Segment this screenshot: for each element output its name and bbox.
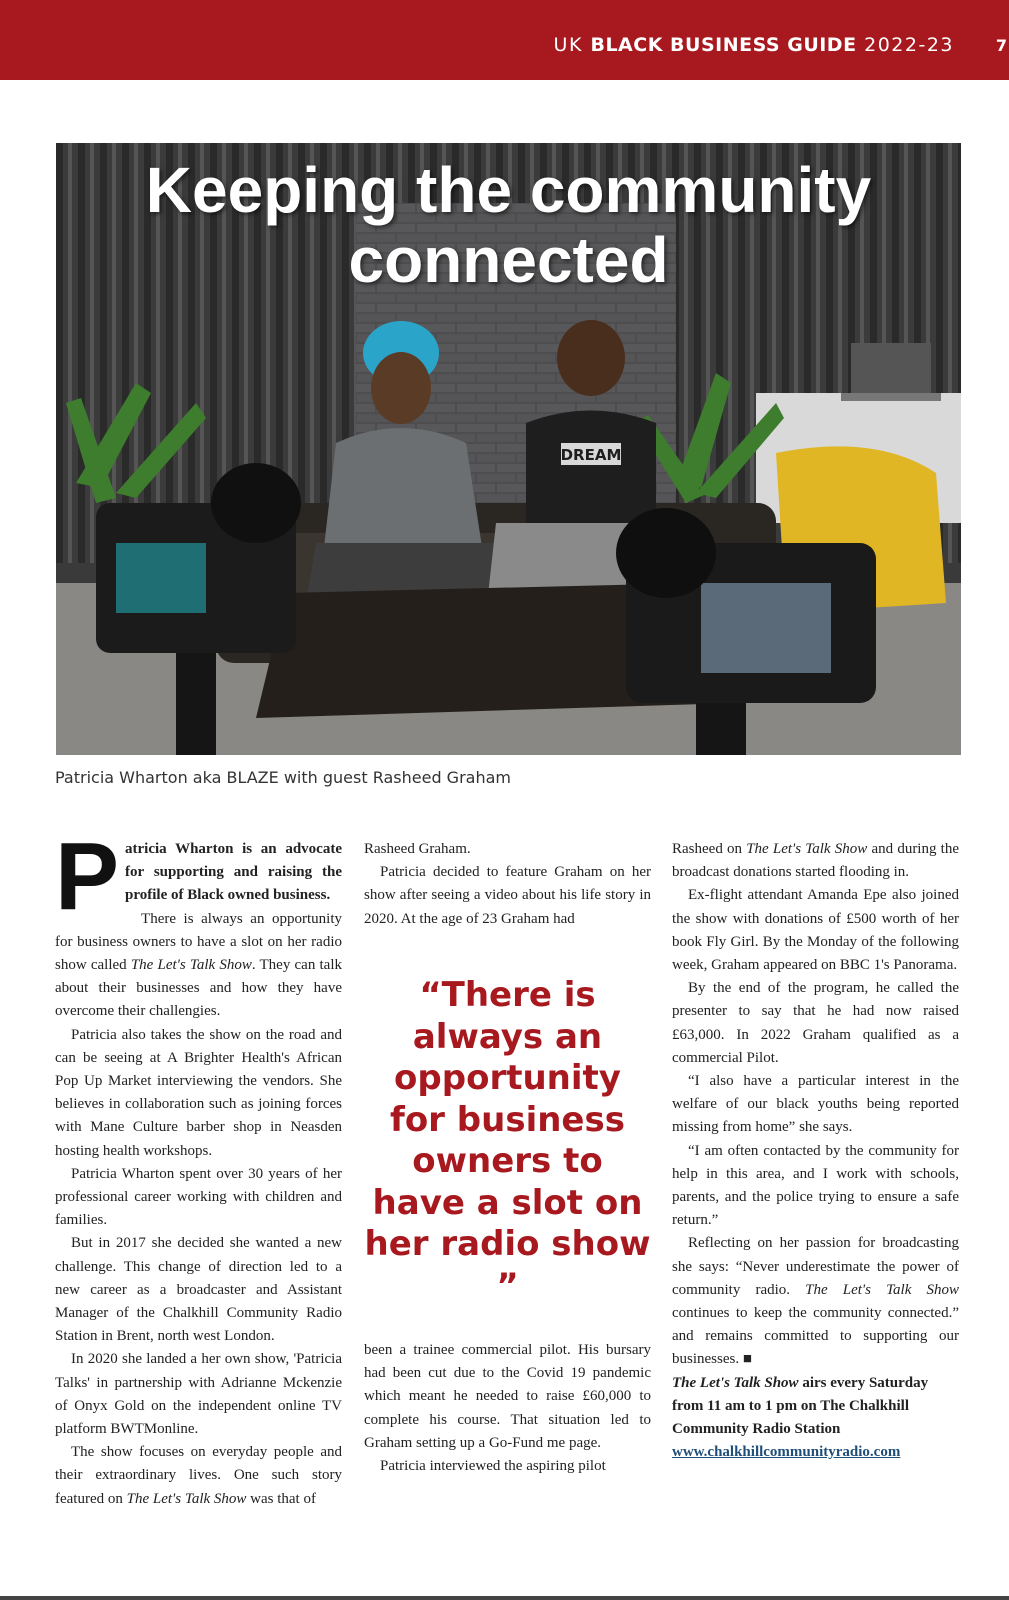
closing-note xyxy=(672,1372,959,1442)
publication-title xyxy=(554,34,954,56)
paragraph: Patricia Wharton spent over 30 years of her professional career working with children and families. xyxy=(55,1165,342,1229)
paragraph xyxy=(672,838,959,884)
paragraph: “I also have a particular interest in the welfare of our black youths being reported missing from home” she says. xyxy=(672,1073,959,1136)
paragraph: Ex-flight attendant Amanda Epe also joined the show with donations of £500 worth of her book Fly Girl. By the Monday of the following week, Graham appeared on BBC 1's Panorama. xyxy=(672,887,959,974)
paragraph-text: continues to keep the community connected.” and remains committed to supporting our businesses. xyxy=(672,1305,959,1368)
paragraph-text: Reflecting on her passion for broadcasting she says: “Never underestimate the power of community radio. xyxy=(672,1235,959,1298)
paragraph-text: Rasheed on xyxy=(672,841,747,857)
page-number: 7 xyxy=(995,36,1007,55)
paragraph: Patricia decided to feature Graham on her show after seeing a video about his life story in 2020. At the age of 23 Graham had xyxy=(364,864,651,927)
end-mark-icon: ■ xyxy=(742,1351,752,1368)
lead-text: atricia Wharton is an advocate for supporting and raising the profile of Black owned business. xyxy=(125,841,342,904)
lead-paragraph xyxy=(55,823,342,930)
publication-year: 2022-23 xyxy=(864,34,954,56)
paragraph: Rasheed Graham. xyxy=(364,841,471,857)
paragraph: But in 2017 she decided she wanted a new challenge. This change of direction led to a new career as a broadcaster and Assistant Manager of the Chalkhill Community Radio Station in Brent, north west London. xyxy=(55,1235,342,1345)
svg-text:DREAM: DREAM xyxy=(560,446,622,464)
paragraph: In 2020 she landed a her own show, 'Patricia Talks' in partnership with Adrianne Mckenzie of Onyx Gold on the independent online TV platform BWTMonline. xyxy=(55,1351,342,1438)
show-name: The Let's Talk Show xyxy=(805,1281,959,1298)
drop-cap: P xyxy=(55,823,120,930)
header-bar xyxy=(0,0,1009,80)
closing-show-name: The Let's Talk Show xyxy=(672,1374,799,1391)
paragraph-text: was that of xyxy=(246,1490,316,1507)
website-link[interactable]: www.chalkhillcommunityradio.com xyxy=(672,1444,901,1461)
article-column-1 xyxy=(55,823,342,1511)
paragraph: Patricia also takes the show on the road and can be seeing at A Brighter Health's African Pop Up Market interviewing the vendors. She believes in collaboration such as joining forces with Mane Culture barber shop in Neasden hosting health workshops. xyxy=(55,1026,342,1159)
show-name: The Let's Talk Show xyxy=(746,841,868,857)
bottom-divider xyxy=(0,1596,1009,1600)
paragraph-text: There is always an opportunity for business owners to have a slot on her radio show called xyxy=(55,910,342,974)
photo-caption: Patricia Wharton aka BLAZE with guest Rasheed Graham xyxy=(55,768,511,787)
show-name: The Let's Talk Show xyxy=(126,1490,247,1507)
paragraph: “I am often contacted by the community for help in this area, and I work with schools, parents, and the police trying to ensure a safe return.” xyxy=(672,1142,959,1229)
paragraph xyxy=(55,1441,342,1511)
paragraph-text: . They can talk about their businesses and how they have overcome their challengies. xyxy=(55,957,342,1020)
paragraph: been a trainee commercial pilot. His bursary had been cut due to the Covid 19 pandemic which meant he needed to raise £60,000 to complete his course. That situation led to Graham setting up a Go-Fund me page. xyxy=(364,1342,651,1451)
article-column-2-bottom xyxy=(364,1339,651,1478)
paragraph-text: and during the broadcast donations started flooding in. xyxy=(672,841,959,881)
website-paragraph xyxy=(672,1441,959,1464)
pull-quote: “There is always an opportunity for business owners to have a slot on her radio show ” xyxy=(364,975,651,1306)
feature-photo xyxy=(56,143,961,755)
headline-line-1: Keeping the community xyxy=(145,154,872,226)
article-column-3 xyxy=(672,838,959,1464)
paragraph xyxy=(672,1232,959,1371)
publication-prefix: UK xyxy=(553,34,583,56)
publication-name: BLACK BUSINESS GUIDE xyxy=(590,34,857,56)
article-column-2-top xyxy=(364,838,651,931)
paragraph: By the end of the program, he called the presenter to say that he had now raised £63,000. In 2022 Graham qualified as a commercial Pilot. xyxy=(672,980,959,1066)
paragraph: Patricia interviewed the aspiring pilot xyxy=(380,1458,606,1475)
headline xyxy=(56,155,961,295)
closing-text: airs every Saturday from 11 am to 1 pm on The Chalkhill Community Radio Station xyxy=(672,1374,929,1438)
headline-line-2: connected xyxy=(348,224,669,296)
paragraph-text: The show focuses on everyday people and their extraordinary lives. One such story featured on xyxy=(55,1444,342,1507)
show-name: The Let's Talk Show xyxy=(130,957,252,974)
